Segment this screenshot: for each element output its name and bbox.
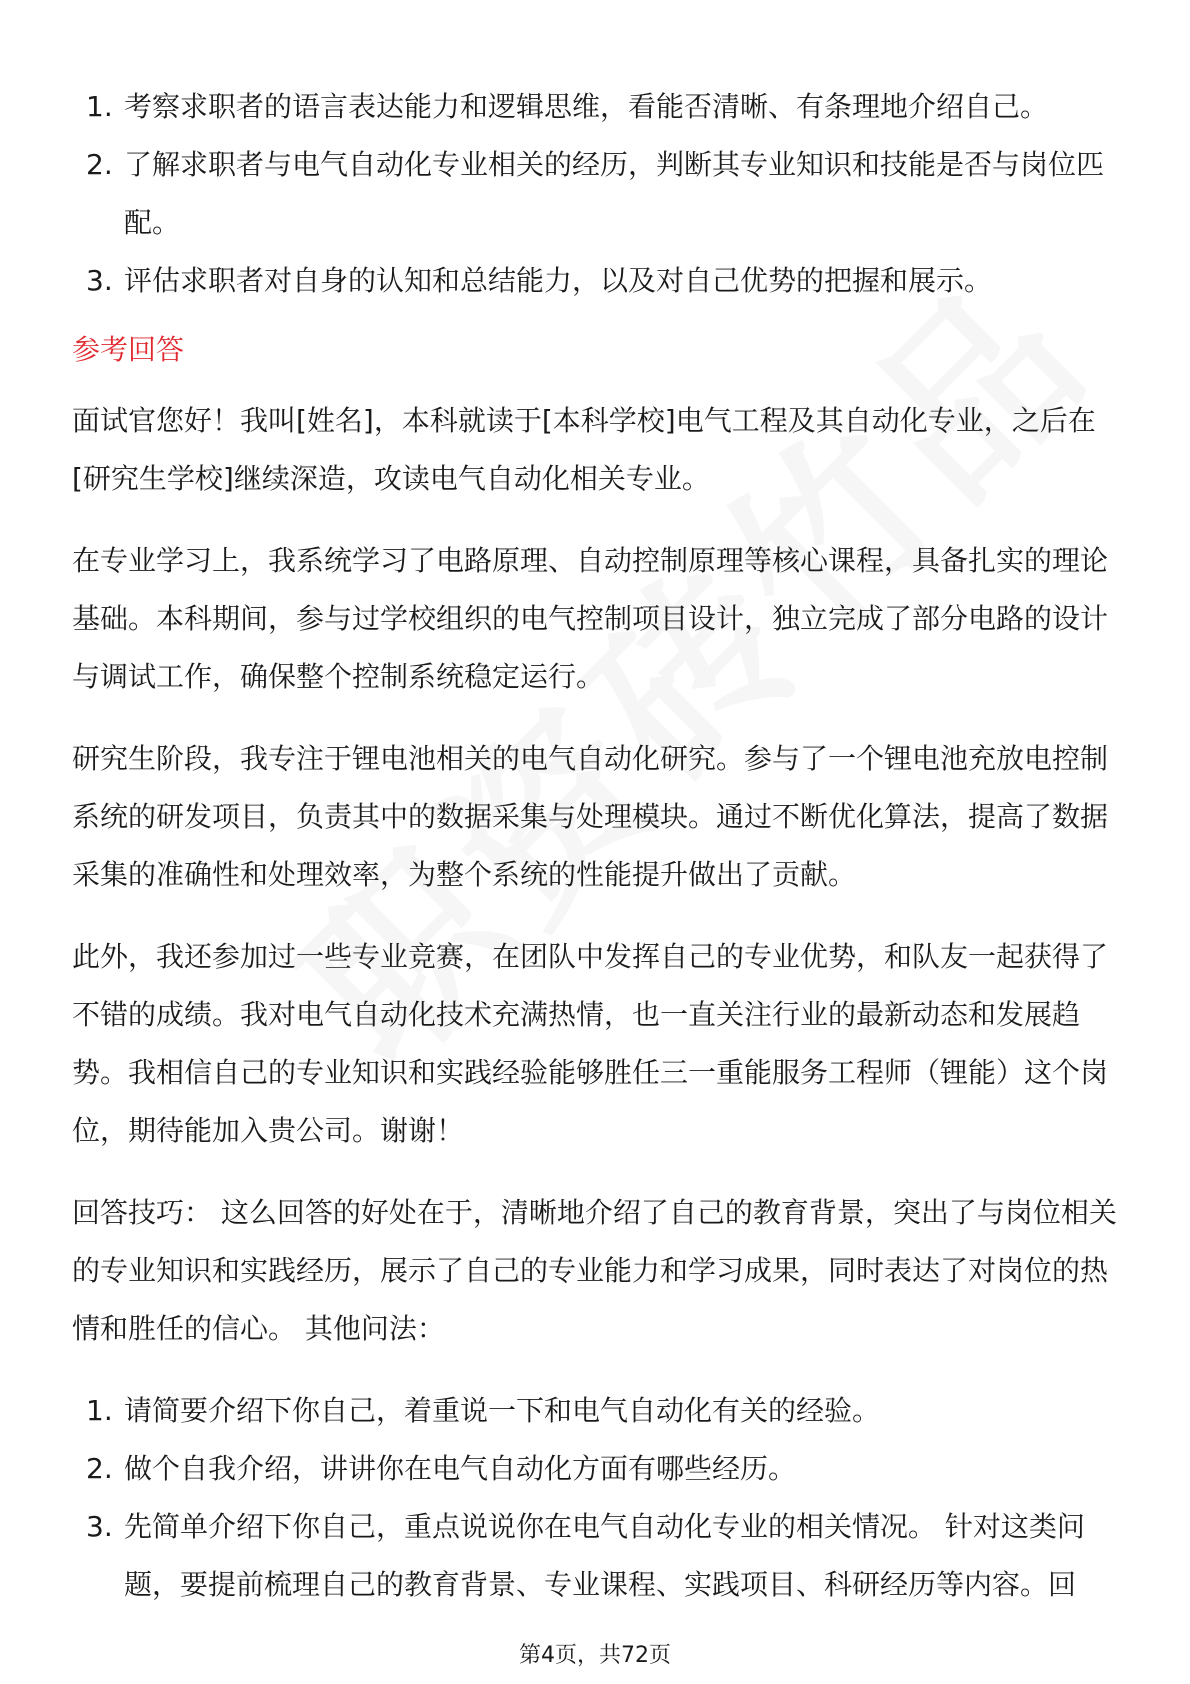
list-item-text: 了解求职者与电气自动化专业相关的经历，判断其专业知识和技能是否与岗位匹配。	[124, 148, 1105, 239]
list-number: 2.	[86, 1452, 113, 1485]
purpose-list	[72, 78, 1122, 310]
list-number: 1.	[86, 1394, 113, 1427]
list-item-text: 考察求职者的语言表达能力和逻辑思维，看能否清晰、有条理地介绍自己。	[124, 90, 1049, 123]
list-item	[72, 136, 1122, 252]
page-content	[72, 78, 1122, 1614]
list-item-text: 请简要介绍下你自己，着重说一下和电气自动化有关的经验。	[124, 1394, 881, 1427]
answer-paragraph-intro: 面试官您好！我叫[姓名]，本科就读于[本科学校]电气工程及其自动化专业，之后在[研究生学校]继续深造，攻读电气自动化相关专业。	[72, 404, 1096, 495]
page-footer: 第4页，共72页	[519, 1643, 671, 1668]
answer-paragraph-closing: 此外，我还参加过一些专业竞赛，在团队中发挥自己的专业优势，和队友一起获得了不错的成绩。我对电气自动化技术充满热情，也一直关注行业的最新动态和发展趋势。我相信自己的专业知识和实践经验能够胜任三一重能服务工程师（锂能）这个岗位，期待能加入贵公司。谢谢！	[72, 940, 1109, 1147]
list-item	[72, 1498, 1122, 1614]
alternative-questions-list	[72, 1382, 1122, 1614]
section-heading: 参考回答	[72, 333, 185, 366]
answer-tips-paragraph: 回答技巧： 这么回答的好处在于，清晰地介绍了自己的教育背景，突出了与岗位相关的专业知识和实践经历，展示了自己的专业能力和学习成果，同时表达了对岗位的热情和胜任的信心。 其他问法：	[72, 1196, 1117, 1345]
list-item	[72, 252, 1122, 310]
list-number: 1.	[86, 90, 113, 123]
list-item-text: 评估求职者对自身的认知和总结能力，以及对自己优势的把握和展示。	[124, 264, 993, 297]
list-number: 2.	[86, 148, 113, 181]
list-item-text: 先简单介绍下你自己，重点说说你在电气自动化专业的相关情况。 针对这类问题，要提前梳理自己的教育背景、专业课程、实践项目、科研经历等内容。回	[124, 1510, 1085, 1601]
answer-paragraph-study: 在专业学习上，我系统学习了电路原理、自动控制原理等核心课程，具备扎实的理论基础。本科期间，参与过学校组织的电气控制项目设计，独立完成了部分电路的设计与调试工作，确保整个控制系统稳定运行。	[72, 544, 1109, 693]
list-item	[72, 1440, 1122, 1498]
answer-paragraph-research: 研究生阶段，我专注于锂电池相关的电气自动化研究。参与了一个锂电池充放电控制系统的研发项目，负责其中的数据采集与处理模块。通过不断优化算法，提高了数据采集的准确性和处理效率，为整个系统的性能提升做出了贡献。	[72, 742, 1109, 891]
list-item-text: 做个自我介绍，讲讲你在电气自动化方面有哪些经历。	[124, 1452, 797, 1485]
list-item	[72, 78, 1122, 136]
list-number: 3.	[86, 1510, 113, 1543]
list-item	[72, 1382, 1122, 1440]
list-number: 3.	[86, 264, 113, 297]
